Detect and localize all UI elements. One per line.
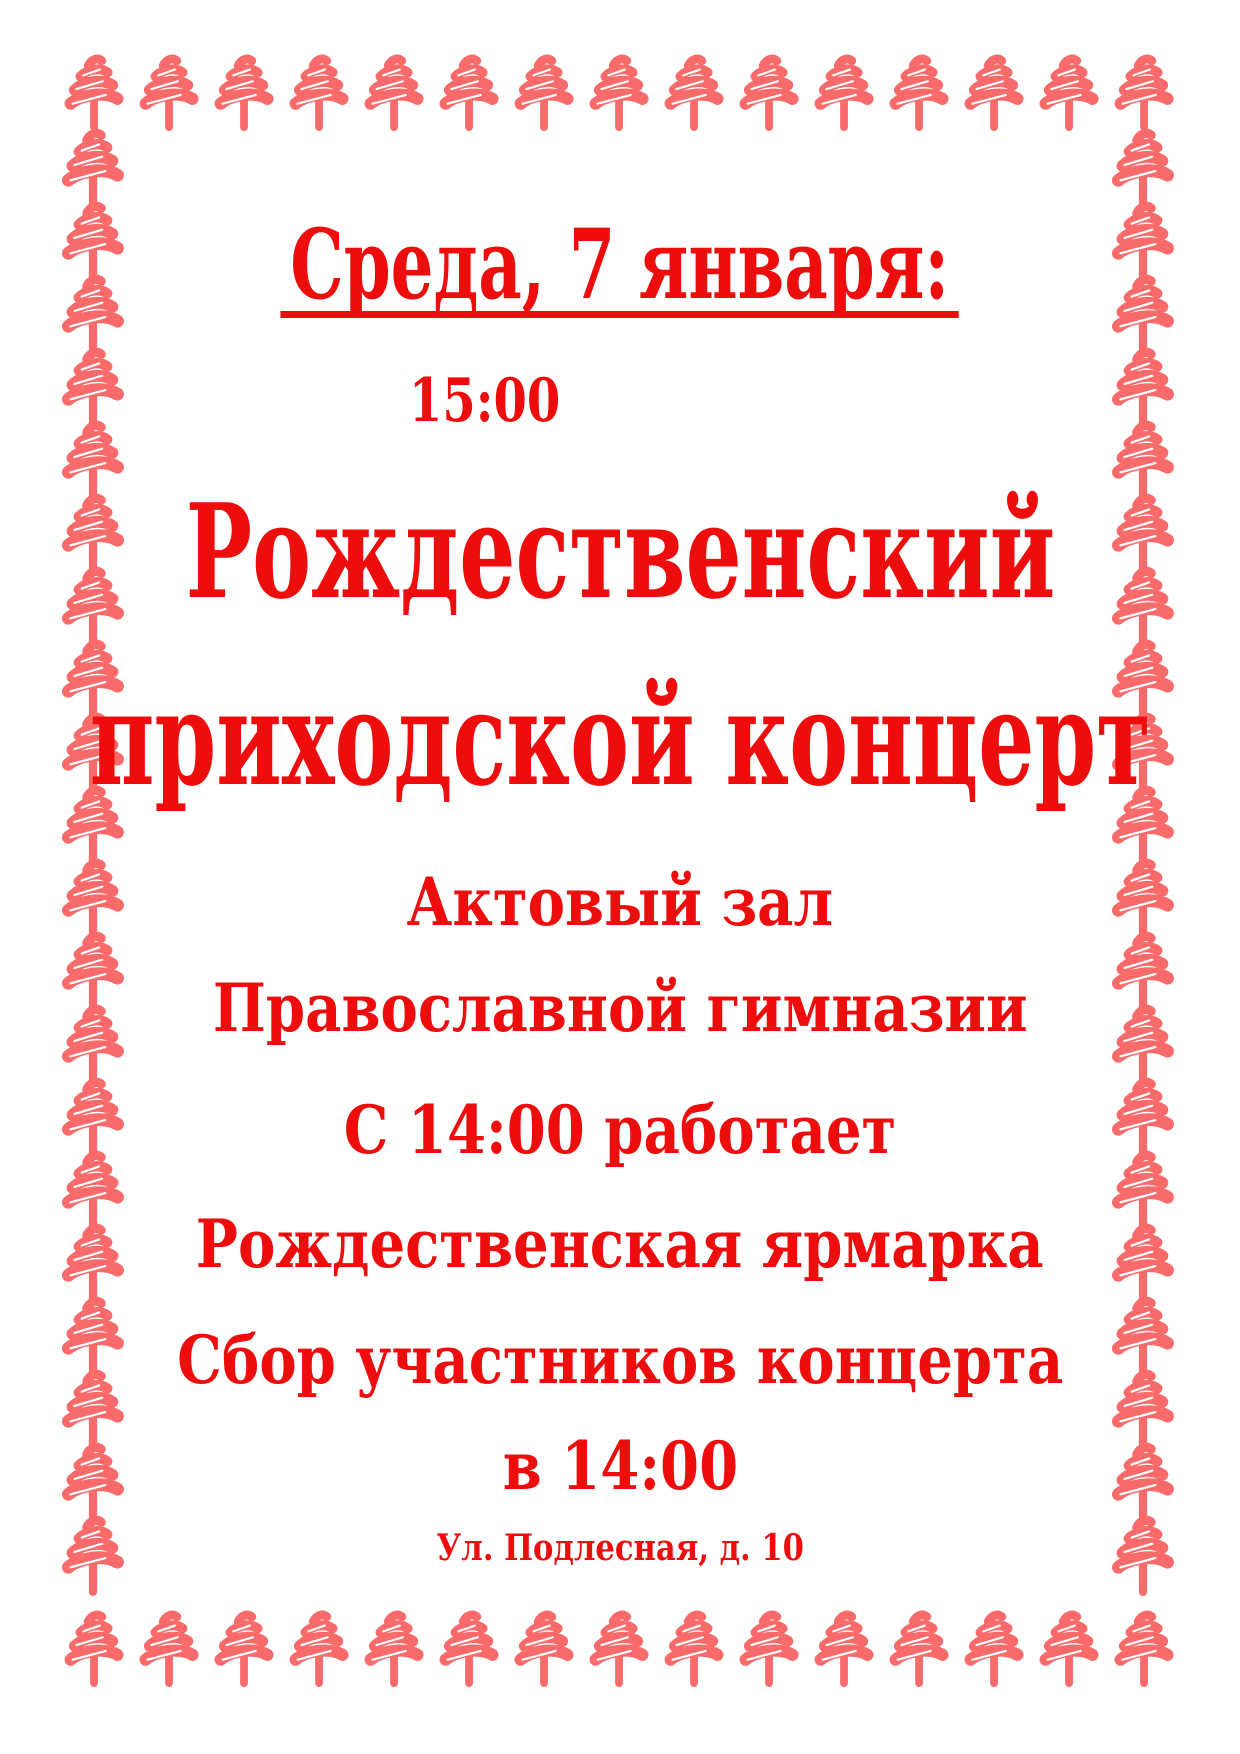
christmas-tree-icon	[1038, 52, 1102, 132]
fair-line-1-text: С 14:00 работает	[343, 1091, 897, 1169]
heading-date	[0, 208, 1240, 321]
christmas-tree-icon	[888, 52, 952, 132]
fair-line-2-text: Рождественская ярмарка	[196, 1205, 1044, 1283]
christmas-tree-icon	[738, 52, 802, 132]
christmas-tree-icon	[813, 52, 877, 132]
christmas-tree-icon	[288, 52, 352, 132]
christmas-tree-icon	[738, 1608, 802, 1688]
address-line-text: Ул. Подлесная, д. 10	[436, 1527, 804, 1569]
title-line-1	[0, 475, 1240, 628]
christmas-tree-icon	[513, 52, 577, 132]
christmas-tree-icon	[588, 1608, 652, 1688]
christmas-tree-icon	[63, 52, 127, 132]
christmas-tree-icon	[1113, 1608, 1177, 1688]
venue-line-1-text: Актовый зал	[406, 863, 834, 941]
christmas-tree-icon	[663, 1608, 727, 1688]
christmas-tree-icon	[288, 1608, 352, 1688]
christmas-tree-icon	[213, 52, 277, 132]
venue-line-1	[0, 863, 1240, 941]
christmas-tree-icon	[138, 52, 202, 132]
christmas-tree-icon	[888, 1608, 952, 1688]
gather-line-1	[0, 1321, 1240, 1399]
christmas-tree-icon	[663, 52, 727, 132]
fair-line-2	[0, 1205, 1240, 1283]
christmas-tree-icon	[1111, 345, 1177, 429]
venue-line-2	[0, 969, 1240, 1047]
gather-line-2	[0, 1427, 1240, 1505]
title-line-2-text: приходской концерт	[89, 662, 1151, 815]
venue-line-2-text: Православной гимназии	[212, 969, 1028, 1047]
christmas-tree-icon	[588, 52, 652, 132]
christmas-tree-icon	[61, 345, 127, 429]
christmas-tree-icon	[438, 1608, 502, 1688]
title-line-2	[0, 662, 1240, 815]
title-line-1-text: Рождественский	[185, 475, 1055, 628]
heading-date-text: Среда, 7 января:	[281, 220, 960, 318]
fair-line-1	[0, 1091, 1240, 1169]
gather-line-1-text: Сбор участников концерта	[176, 1321, 1064, 1399]
concert-time	[409, 366, 598, 436]
christmas-tree-icon	[213, 1608, 277, 1688]
christmas-tree-icon	[1038, 1608, 1102, 1688]
concert-time-text: 15:00	[409, 366, 561, 436]
christmas-tree-icon	[438, 52, 502, 132]
gather-line-2-text: в 14:00	[502, 1427, 738, 1505]
christmas-tree-icon	[138, 1608, 202, 1688]
christmas-tree-icon	[963, 1608, 1027, 1688]
christmas-tree-icon	[61, 126, 127, 210]
christmas-tree-icon	[363, 52, 427, 132]
christmas-tree-icon	[513, 1608, 577, 1688]
christmas-tree-icon	[813, 1608, 877, 1688]
christmas-tree-icon	[363, 1608, 427, 1688]
address-line	[0, 1527, 1240, 1569]
christmas-tree-icon	[1111, 126, 1177, 210]
christmas-tree-icon	[63, 1608, 127, 1688]
christmas-tree-icon	[1113, 52, 1177, 132]
christmas-tree-icon	[963, 52, 1027, 132]
